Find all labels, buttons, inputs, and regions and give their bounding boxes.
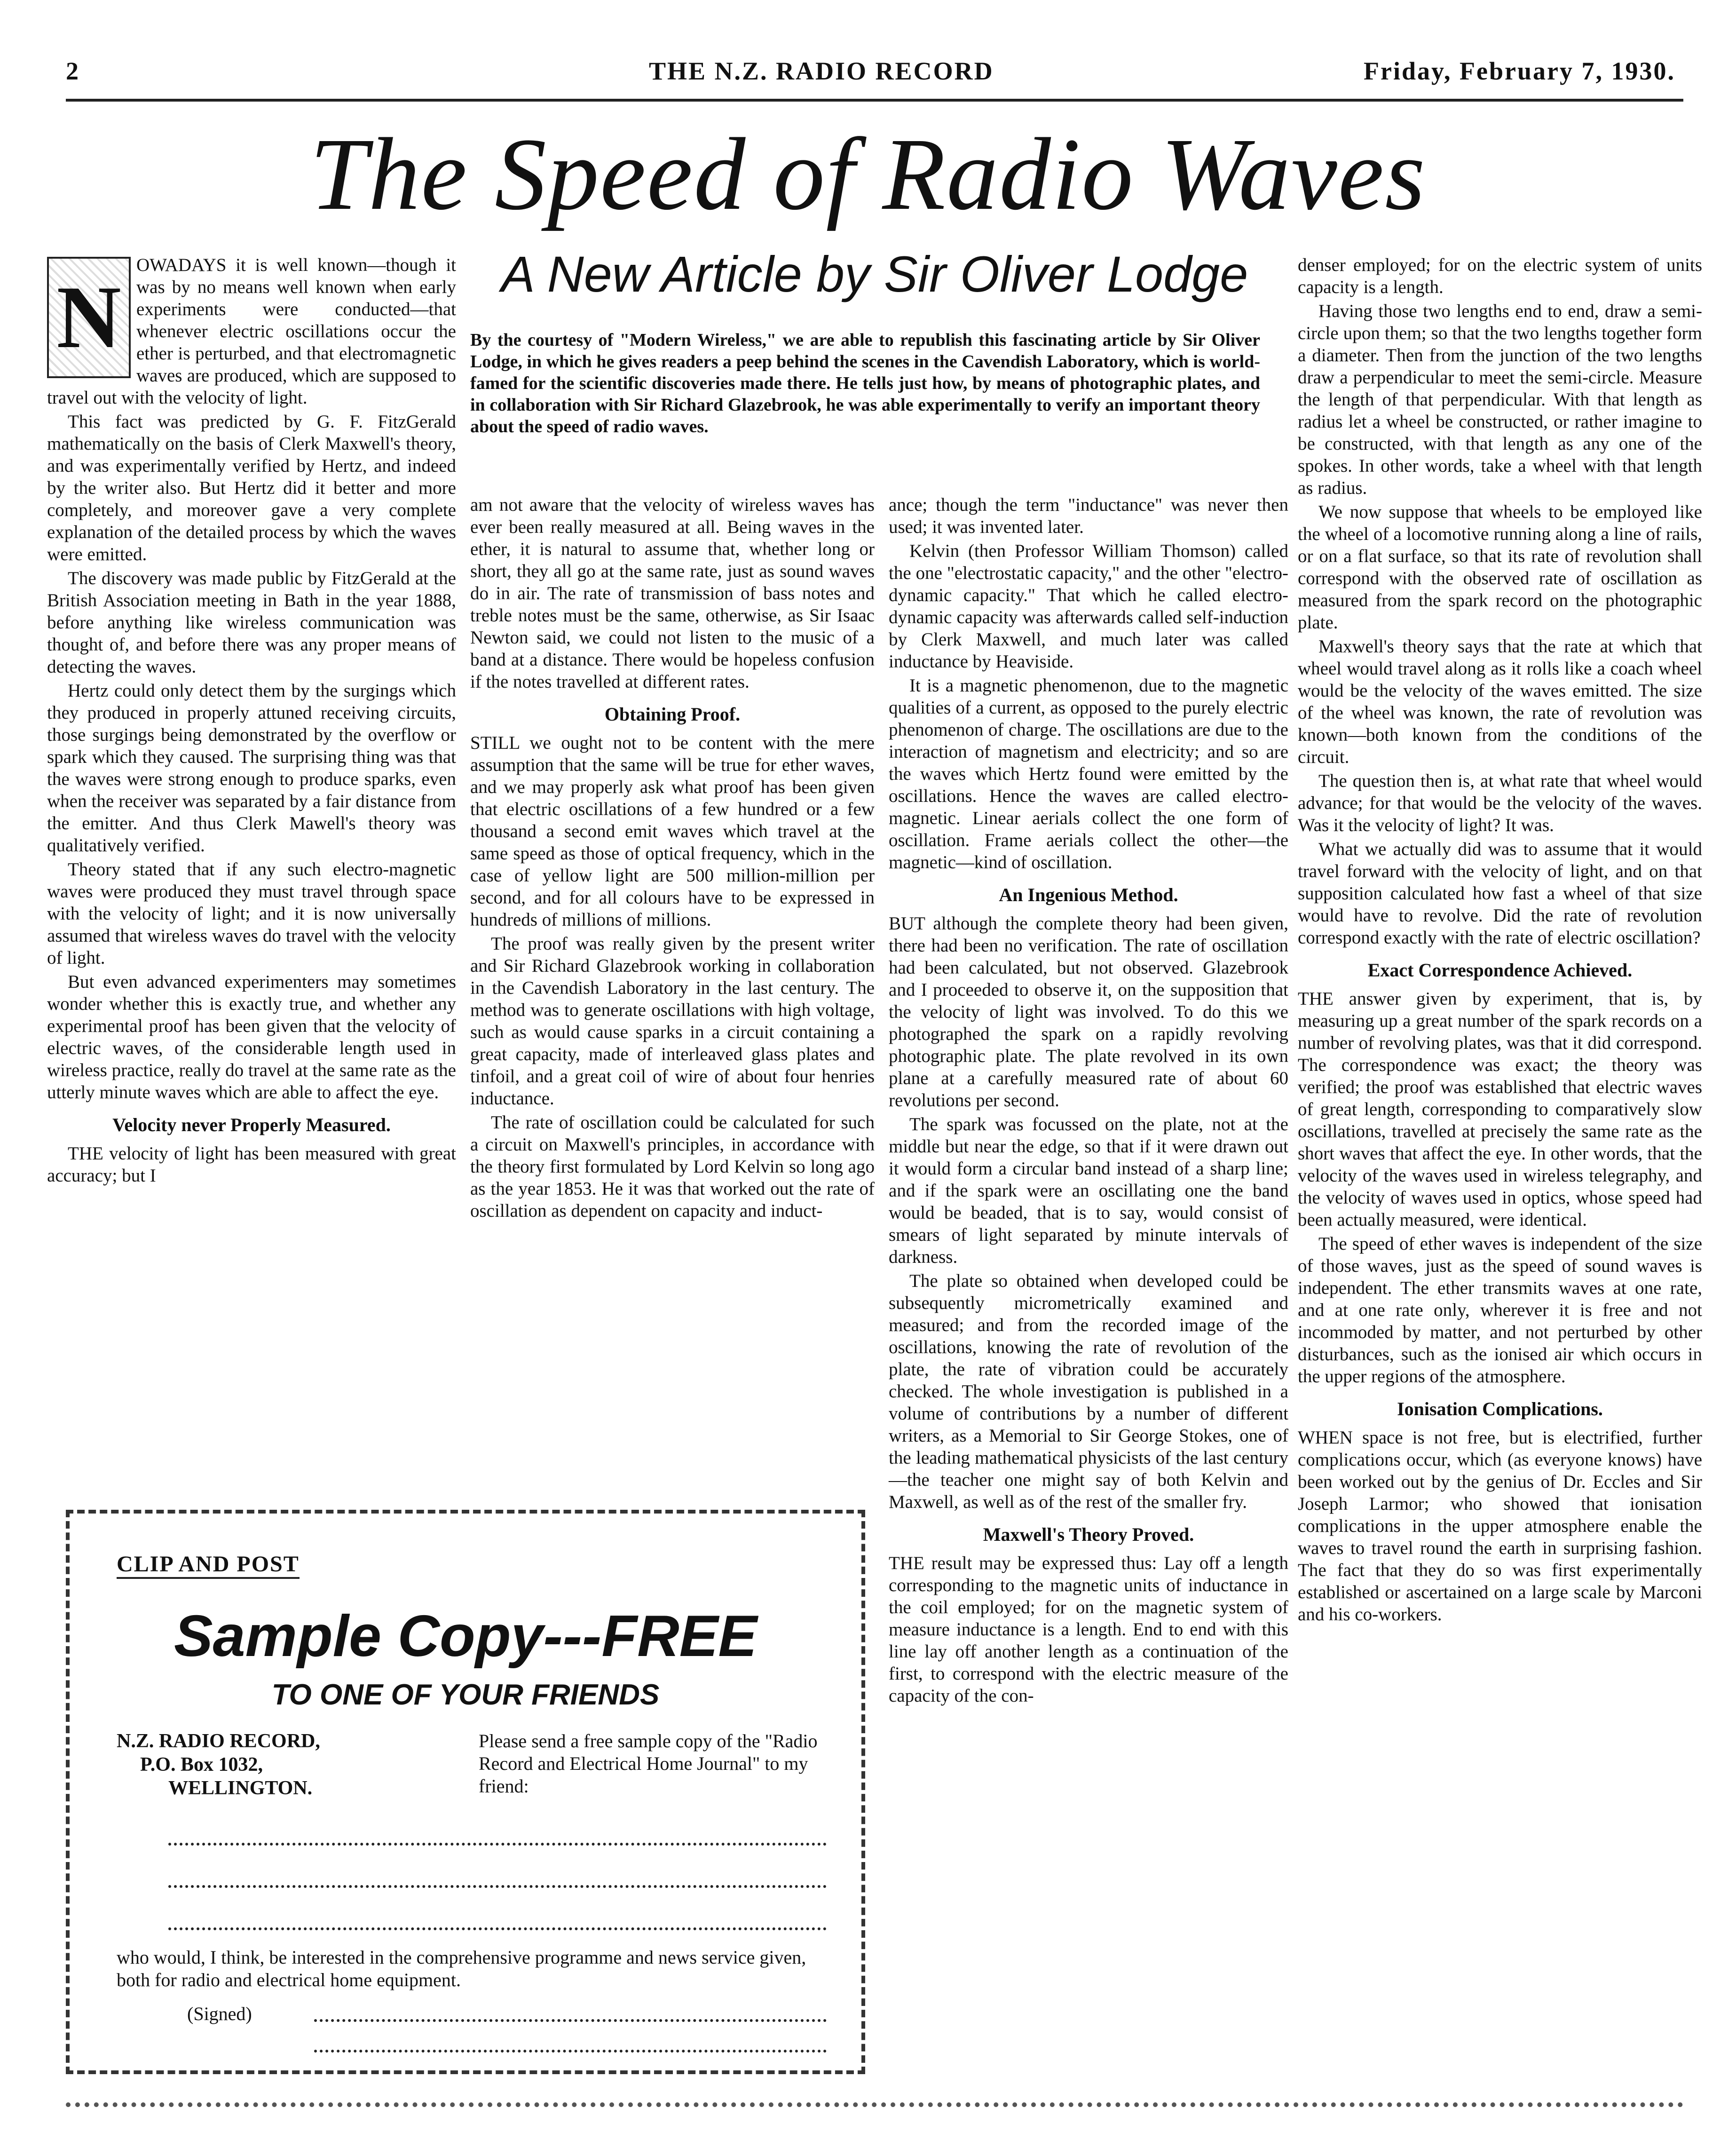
column-3 [889,494,1288,1709]
col3-paragraph: It is a magnetic phenomenon, due to the magnetic qualities of a current, as opposed to the purely electric phenomenon of charge. The oscillations are due to the interaction of magnetism and electricity; and so are the waves which Hertz found were emitted by the oscillations. Hence the waves are called electro-magnetic. Linear aerials collect the one form of oscillation. Frame aerials collect the other—the magnetic—kind of oscillation. [889,675,1288,872]
coupon-signed-label: (Signed) [187,2003,252,2024]
col2-paragraph: The rate of oscillation could be calculated for such a circuit on Maxwell's principles, in accordance with the theory first formulated by Lord Kelvin so long ago as the year 1853. He it was that worked out the rate of oscillation as dependent on capacity and induct- [470,1112,875,1221]
col3-paragraph: The plate so obtained when developed could be subsequently micrometrically examined and measured; and from the recorded image of the oscillations, knowing the rate of revolution of the plate, the rate of vibration could be accurately checked. The whole investigation is published in a volume of contributions by a number of different writers, as a Memorial to Sir George Stokes, one of the leading mathematical physicists of the last century—the teacher one might say of both Kelvin and Maxwell, as well as of the rest of the smaller fry. [889,1271,1288,1512]
issue-date: Friday, February 7, 1930. [1364,57,1675,85]
col4-paragraph: The question then is, at what rate that wheel would advance; for that would be the velocity of the waves. Was it the velocity of light? It was. [1298,771,1702,835]
col3-paragraph: BUT although the complete theory had been given, there had been no verification. The rate of oscillation had been calculated, but not observed. Glazebrook and I proceeded to observe it, on the supposition that the velocity of light was involved. To do this we photographed the spark on a rapidly revolving photographic plate. The plate revolved in its own plane at a carefully measured rate of about 60 revolutions per second. [889,913,1288,1110]
friend-address-line[interactable] [168,1885,827,1888]
section-heading: Exact Correspondence Achieved. [1367,959,1633,981]
coupon-address-line: P.O. Box 1032, [140,1754,263,1775]
col4-paragraph: Having those two lengths end to end, draw a semi-circle upon them; so that the two lengths together form a diameter. Then from the junction of the two lengths draw a perpendicular to meet the semi-circle. Measure the length of that perpendicular. With that length as radius let a wheel be constructed, or rather imagine to be constructed, with that length as any one of the spokes. In other words, take a wheel with that length as radius. [1298,301,1702,498]
col3-paragraph: Kelvin (then Professor William Thomson) called the one "electrostatic capacity," and the other "electro-dynamic capacity." That which he called electro-dynamic capacity was afterwards called self-induction by Clerk Maxwell, and much later was called inductance by Heaviside. [889,541,1288,672]
col1-paragraph: Hertz could only detect them by the surgings which they produced in properly attuned receiving circuits, those surgings being demonstrated by the overflow or spark which they caused. The surprising thing was that the waves were strong enough to produce sparks, even when the receiver was separated by a fair distance from the emitter. And thus Clerk Mawell's theory was qualitatively verified. [47,681,456,856]
coupon-address-line: N.Z. RADIO RECORD, [117,1730,320,1752]
decorative-initial: N [47,257,131,378]
page-number: 2 [66,57,80,85]
col4-paragraph: We now suppose that wheels to be employed like the wheel of a locomotive running along a line of rails, or on a flat surface, so that its rate of revolution shall correspond with the observed rate of oscillation as measured from the spark record on the photographic plate. [1298,502,1702,633]
col3-paragraph: ance; though the term "inductance" was never then used; it was invented later. [889,495,1288,537]
masthead-rule [66,99,1683,102]
col3-paragraph: THE result may be expressed thus: Lay off a length corresponding to the magnetic units of inductance in the coil employed; for on the magnetic system of measure inductance is a length. End to end with this line lay off another length as a continuation of the first, to correspond with the electric measure of the capacity of the con- [889,1553,1288,1706]
signature-line[interactable] [314,2019,827,2022]
col3-paragraph: The spark was focussed on the plate, not at the middle but near the edge, so that if it were drawn out it would form a circular band instead of a sharp line; and if the spark were an oscillating one the band would be beaded, that is to say, would consist of smears of light separated by minute intervals of darkness. [889,1114,1288,1267]
col2-paragraph: STILL we ought not to be content with the mere assumption that the same will be true for ether waves, and we may properly ask what proof has been given that electric oscillations of a few hundred or a few thousand a second emit waves which travel at the same speed as those of optical frequency, which in the case of yellow light are 500 million-million per second, and for all colours have to be expressed in hundreds of millions of millions. [470,733,875,930]
section-heading: Velocity never Properly Measured. [112,1114,391,1135]
bottom-border [66,2102,1683,2107]
section-heading: An Ingenious Method. [999,884,1178,905]
col4-paragraph: The speed of ether waves is independent of the size of those waves, just as the speed of sound waves is independent. The ether transmits waves at one rate, and at one rate only, wherever it is free and not incommoded by matter, and not perturbed by other disturbances, such as the ionised air which occurs in the upper regions of the atmosphere. [1298,1234,1702,1387]
coupon-clip-label: CLIP AND POST [117,1551,300,1579]
col1-paragraph: But even advanced experimenters may sometimes wonder whether this is exactly true, and whether any experimental proof has been given that the velocity of electric waves, of the considerable length used in wireless practice, really do travel at the same rate as the utterly minute waves which are able to affect the eye. [47,972,456,1102]
col1-paragraph: Theory stated that if any such electro-magnetic waves were produced they must travel through space with the velocity of light; and it is now universally assumed that wireless waves do travel with the velocity of light. [47,859,456,968]
col2-paragraph: am not aware that the velocity of wireless waves has ever been really measured at all. Being waves in the ether, it is natural to assume that, whether long or short, they all go at the same rate, just as sound waves do in air. The rate of transmission of bass notes and treble notes must be the same, otherwise, as Sir Isaac Newton said, we could not listen to the music of a band at a distance. There would be hopeless confusion if the notes travelled at different rates. [470,495,875,692]
section-heading: Maxwell's Theory Proved. [983,1524,1194,1545]
intro-paragraph: By the courtesy of "Modern Wireless," we are able to republish this fascinating article by Sir Oliver Lodge, in which he gives readers a peep behind the scenes in the Cavendish Laboratory, which is world-famed for the scientific discoveries made there. He tells just how, by means of photographic plates, and in collaboration with Sir Richard Glazebrook, he was able experimentally to verify an important theory about the speed of radio waves. [470,330,1260,436]
col4-paragraph: Maxwell's theory says that the rate at which that wheel would travel along as it rolls like a coach wheel would be the velocity of the waves emitted. The size of the wheel was known, the rate of revolution was known—both known from the conditions of the circuit. [1298,636,1702,767]
col4-paragraph: WHEN space is not free, but is electrified, further complications occur, which (as everyone knows) have been worked out by the genius of Dr. Eccles and Sir Joseph Larmor; who showed that ionisation complications in the upper atmosphere enable the waves to travel round the earth in surprising fashion. The fact that they do so was first experimentally established or ascertained on a large scale by Marconi and his co-workers. [1298,1427,1702,1625]
coupon-headline: Sample Copy---FREE [174,1604,758,1669]
col4-paragraph: What we actually did was to assume that it would travel forward with the velocity of light, and on that supposition calculated how fast a wheel of that size would have to revolve. Did the rate of revolution correspond exactly with the rate of electric oscillation? [1298,839,1702,948]
col1-paragraph: The discovery was made public by FitzGerald at the British Association meeting in Bath in the year 1888, before anything like wireless communication was thought of, and before there was any proper means of detecting the waves. [47,568,456,677]
signature-address-line[interactable] [314,2050,827,2053]
col4-paragraph: THE answer given by experiment, that is, by measuring up a great number of the spark records on a number of revolving plates, was that it did correspond. The correspondence was exact; the theory was verified; the proof was established that electric waves of great length, corresponding to comparatively slow oscillations, travelled at precisely the same rate as the short waves that affect the eye. In other words, that the velocity of the waves used in wireless telegraphy, and the velocity of waves used in optics, whose speed had been actually measured, were identical. [1298,989,1702,1230]
publication-name: THE N.Z. RADIO RECORD [649,57,994,85]
coupon-request-text: Please send a free sample copy of the "Radio Record and Electrical Home Journal" to my friend: [479,1730,818,1797]
col1-paragraph: THE velocity of light has been measured with great accuracy; but I [47,1143,456,1186]
section-heading: Obtaining Proof. [604,704,741,725]
column-1 [47,254,456,1189]
col4-paragraph: denser employed; for on the electric system of units capacity is a length. [1298,255,1702,297]
col1-paragraph: This fact was predicted by G. F. FitzGerald mathematically on the basis of Clerk Maxwell's theory, and was experimentally verified by Hertz, and indeed by the writer also. But Hertz did it better and more completely, and moreover gave a very complete explanation of the detailed process by which the waves were emitted. [47,412,456,564]
friend-name-line[interactable] [168,1843,827,1846]
friend-address-line[interactable] [168,1927,827,1930]
coupon-subheadline: TO ONE OF YOUR FRIENDS [271,1679,660,1711]
col1-paragraph: OWADAYS it is well known—though it was by no means well known when early experiments were conducted—that whenever electric oscillations occur the ether is perturbed, and that electromagnetic waves are produced, which are supposed to travel out with the velocity of light. [47,255,456,408]
headline: The Speed of Radio Waves [310,117,1426,231]
section-heading: Ionisation Complications. [1397,1398,1603,1419]
coupon-note: who would, I think, be interested in the comprehensive programme and news service given, both for radio and electrical home equipment. [117,1947,806,1990]
column-2 [470,494,875,1224]
sample-copy-coupon[interactable] [66,1510,865,2074]
col2-paragraph: The proof was really given by the present writer and Sir Richard Glazebrook working in collaboration in the Cavendish Laboratory in the last century. The method was to generate oscillations with high voltage, such as would cause sparks in a circuit containing a great capacity, made of interleaved glass plates and tinfoil, and a great coil of wire of about four henries inductance. [470,934,875,1109]
coupon-address-line: WELLINGTON. [168,1777,313,1799]
subtitle: A New Article by Sir Oliver Lodge [501,246,1248,302]
column-4 [1298,254,1702,1627]
